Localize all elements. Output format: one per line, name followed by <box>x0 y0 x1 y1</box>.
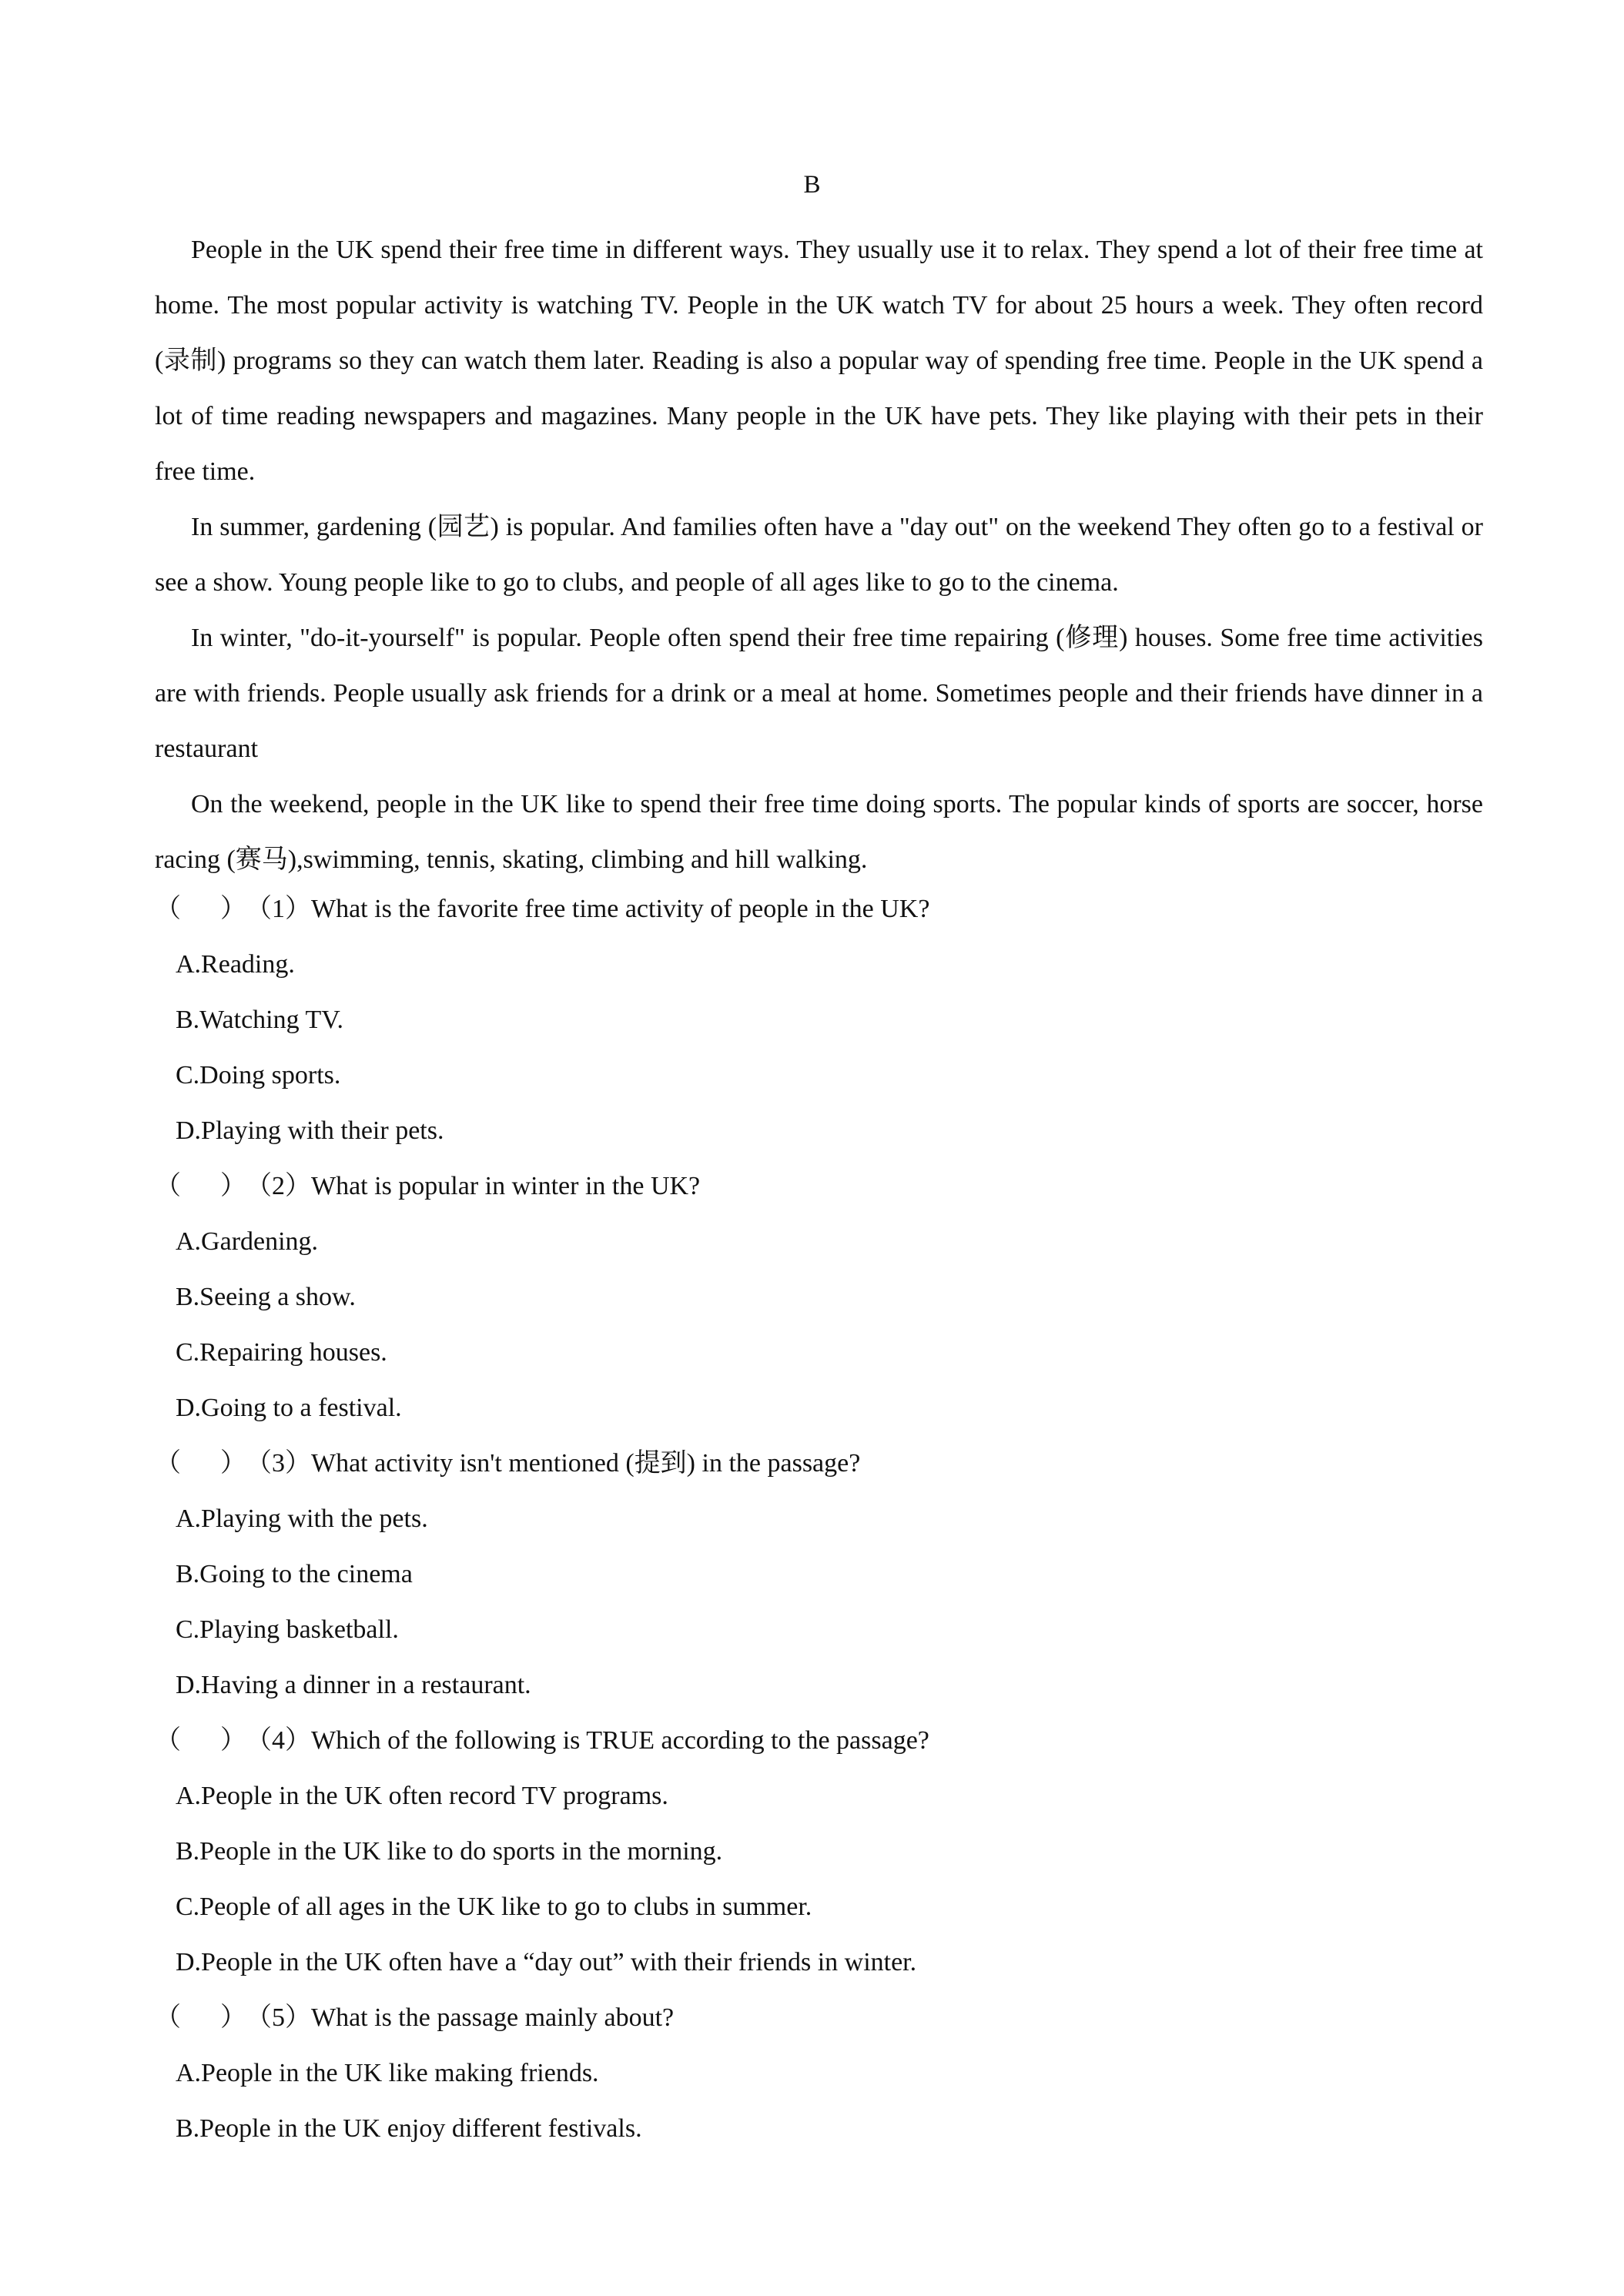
question-text: Which of the following is TRUE according to the passage? <box>311 1726 929 1755</box>
passage-paragraph-4: On the weekend, people in the UK like to spend their free time doing sports. The popular kinds of sports are soccer, horse racing (赛马),swimming, tennis, skating, climbing and hill walking. <box>155 790 1483 874</box>
question-4 <box>155 1713 1483 1990</box>
question-text: What is the favorite free time activity of people in the UK? <box>311 895 930 923</box>
reading-passage <box>155 223 1483 888</box>
question-stem <box>155 1436 1483 1491</box>
question-5 <box>155 1990 1483 2157</box>
answer-blank[interactable]: （ ） <box>155 895 246 923</box>
answer-blank[interactable]: （ ） <box>155 1726 246 1755</box>
option-b: B.Watching TV. <box>176 1006 343 1034</box>
question-2 <box>155 1159 1483 1436</box>
question-stem <box>155 882 1483 937</box>
option-b: B.Seeing a show. <box>176 1283 356 1311</box>
option-a: A.Playing with the pets. <box>176 1504 428 1533</box>
option-c: C.Playing basketball. <box>176 1615 399 1644</box>
option-b: B.Going to the cinema <box>176 1560 413 1588</box>
option-d: D.People in the UK often have a “day out” with their friends in winter. <box>176 1948 917 1976</box>
question-1 <box>155 882 1483 1159</box>
passage-paragraph-1: People in the UK spend their free time in different ways. They usually use it to relax. They spend a lot of their free time at home. The most popular activity is watching TV. People in the UK watch TV for about 25 hours a week. They often record (录制) programs so they can watch them later. Reading is also a popular way of spending free time. People in the UK spend a lot of time reading newspapers and magazines. Many people in the UK have pets. They like playing with their pets in their free time. <box>155 236 1483 486</box>
answer-blank[interactable]: （ ） <box>155 1172 246 1200</box>
option-c: C.People of all ages in the UK like to go to clubs in summer. <box>176 1893 812 1921</box>
option-c: C.Doing sports. <box>176 1061 341 1089</box>
option-b: B.People in the UK like to do sports in the morning. <box>176 1837 723 1866</box>
option-c: C.Repairing houses. <box>176 1338 387 1367</box>
question-text: What is popular in winter in the UK? <box>311 1172 701 1200</box>
question-number: （5） <box>246 2003 311 2032</box>
answer-blank[interactable]: （ ） <box>155 1449 246 1478</box>
option-a: A.People in the UK like making friends. <box>176 2059 599 2087</box>
question-number: （3） <box>246 1449 311 1478</box>
question-3 <box>155 1436 1483 1713</box>
answer-blank[interactable]: （ ） <box>155 2003 246 2032</box>
option-a: A.Reading. <box>176 950 295 979</box>
question-text: What is the passage mainly about? <box>311 2003 675 2032</box>
option-a: A.Gardening. <box>176 1227 319 1256</box>
passage-paragraph-3: In winter, "do-it-yourself" is popular. People often spend their free time repairing (修理) houses. Some free time activities are with friends. People usually ask friends for a drink or a meal at home. Sometimes people and their friends have dinner in a restaurant <box>155 624 1483 763</box>
question-stem <box>155 1713 1483 1769</box>
option-d: D.Going to a festival. <box>176 1394 402 1422</box>
passage-paragraph-2: In summer, gardening (园艺) is popular. And families often have a "day out" on the weekend They often go to a festival or see a show. Young people like to go to clubs, and people of all ages like to go to the cinema. <box>155 513 1483 597</box>
question-stem <box>155 1990 1483 2046</box>
question-number: （4） <box>246 1726 311 1755</box>
option-a: A.People in the UK often record TV programs. <box>176 1782 668 1810</box>
option-d: D.Having a dinner in a restaurant. <box>176 1671 531 1699</box>
question-number: （1） <box>246 895 311 923</box>
question-text: What activity isn't mentioned (提到) in the passage? <box>311 1449 861 1478</box>
option-d: D.Playing with their pets. <box>176 1116 444 1145</box>
option-b: B.People in the UK enjoy different festivals. <box>176 2114 642 2143</box>
question-number: （2） <box>246 1172 311 1200</box>
question-stem <box>155 1159 1483 1214</box>
question-list <box>155 882 1483 2157</box>
section-letter: B <box>803 171 821 199</box>
